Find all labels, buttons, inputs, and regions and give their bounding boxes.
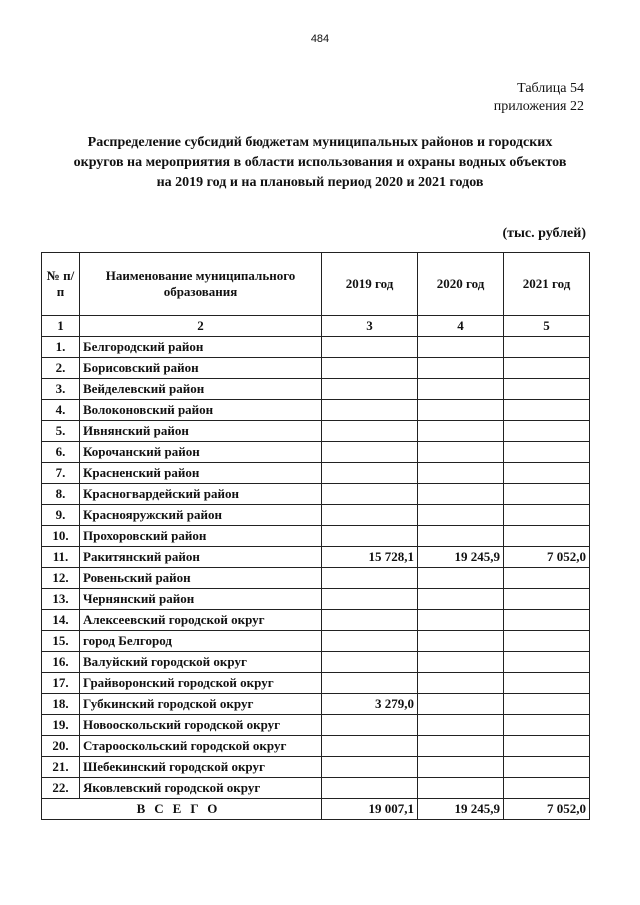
row-number: 11. [42,547,80,568]
value-2020 [418,694,504,715]
units-label: (тыс. рублей) [502,226,586,241]
document-title: Распределение субсидий бюджетам муниципальных районов и городских округов на мероприятия в области использования и охраны водных объектов на 2019 год и на плановый период 2020 и 2021 годов [73,135,567,190]
table-header-row [42,253,590,316]
value-2020 [418,736,504,757]
value-2019 [322,736,418,757]
municipality-name: Вейделевский район [80,379,322,400]
value-2019 [322,715,418,736]
value-2021 [504,610,590,631]
municipality-name: Яковлевский городской округ [80,778,322,799]
row-number: 20. [42,736,80,757]
column-number-row [42,316,590,337]
value-2020 [418,463,504,484]
row-number: 9. [42,505,80,526]
value-2021 [504,442,590,463]
column-number: 4 [418,316,504,337]
row-number: 1. [42,337,80,358]
header-name: Наименование муниципального образования [80,253,322,316]
value-2019 [322,358,418,379]
row-number: 7. [42,463,80,484]
value-2019 [322,652,418,673]
value-2020 [418,715,504,736]
table-row [42,652,590,673]
value-2021 [504,694,590,715]
value-2021 [504,379,590,400]
municipality-name: Губкинский городской округ [80,694,322,715]
value-2020 [418,400,504,421]
value-2020 [418,484,504,505]
row-number: 12. [42,568,80,589]
table-row [42,505,590,526]
municipality-name: Алексеевский городской округ [80,610,322,631]
value-2019 [322,379,418,400]
municipality-name: Белгородский район [80,337,322,358]
row-number: 19. [42,715,80,736]
value-2021 [504,421,590,442]
municipality-name: Шебекинский городской округ [80,757,322,778]
value-2020 [418,442,504,463]
municipality-name: Прохоровский район [80,526,322,547]
value-2021 [504,715,590,736]
table-row [42,337,590,358]
table-row [42,694,590,715]
row-number: 4. [42,400,80,421]
value-2019 [322,400,418,421]
table-row [42,715,590,736]
municipality-name: город Белгород [80,631,322,652]
value-2020 [418,589,504,610]
table-row [42,463,590,484]
table-row [42,400,590,421]
table-row [42,379,590,400]
value-2021 [504,463,590,484]
value-2020 [418,337,504,358]
value-2021 [504,505,590,526]
value-2019 [322,631,418,652]
table-row [42,442,590,463]
header-2019: 2019 год [322,253,418,316]
row-number: 15. [42,631,80,652]
value-2020: 19 245,9 [418,547,504,568]
municipality-name: Корочанский район [80,442,322,463]
table-row [42,526,590,547]
table-ref-line2: приложения 22 [493,99,584,114]
header-number: № п/п [42,253,80,316]
table-ref-line1: Таблица 54 [517,81,584,96]
table-reference [494,80,584,116]
municipality-name: Чернянский район [80,589,322,610]
value-2020 [418,526,504,547]
value-2019 [322,526,418,547]
value-2021 [504,484,590,505]
municipality-name: Волоконовский район [80,400,322,421]
value-2021 [504,526,590,547]
table-row [42,589,590,610]
value-2020 [418,505,504,526]
column-number: 5 [504,316,590,337]
total-2021: 7 052,0 [504,799,590,820]
value-2021 [504,736,590,757]
value-2021: 7 052,0 [504,547,590,568]
row-number: 17. [42,673,80,694]
value-2021 [504,778,590,799]
value-2020 [418,379,504,400]
total-2019: 19 007,1 [322,799,418,820]
table-row [42,610,590,631]
value-2021 [504,400,590,421]
table-row [42,736,590,757]
subsidy-table [41,252,590,820]
municipality-name: Краснояружский район [80,505,322,526]
value-2019 [322,442,418,463]
value-2020 [418,610,504,631]
row-number: 18. [42,694,80,715]
total-label: ВСЕГО [42,799,322,820]
value-2020 [418,568,504,589]
value-2019 [322,505,418,526]
column-number: 1 [42,316,80,337]
row-number: 6. [42,442,80,463]
page-number: 484 [310,33,330,45]
total-2020: 19 245,9 [418,799,504,820]
row-number: 10. [42,526,80,547]
table-row [42,421,590,442]
value-2019 [322,337,418,358]
value-2021 [504,673,590,694]
municipality-name: Ивнянский район [80,421,322,442]
row-number: 5. [42,421,80,442]
value-2021 [504,631,590,652]
municipality-name: Старооскольский городской округ [80,736,322,757]
value-2020 [418,652,504,673]
value-2021 [504,337,590,358]
table-row [42,757,590,778]
value-2020 [418,757,504,778]
row-number: 2. [42,358,80,379]
row-number: 21. [42,757,80,778]
municipality-name: Грайворонский городской округ [80,673,322,694]
value-2019 [322,484,418,505]
value-2020 [418,358,504,379]
value-2019 [322,463,418,484]
value-2019 [322,421,418,442]
value-2021 [504,589,590,610]
value-2021 [504,358,590,379]
row-number: 3. [42,379,80,400]
table-row [42,568,590,589]
value-2021 [504,568,590,589]
column-number: 3 [322,316,418,337]
value-2020 [418,421,504,442]
municipality-name: Ракитянский район [80,547,322,568]
value-2021 [504,757,590,778]
municipality-name: Ровеньский район [80,568,322,589]
municipality-name: Борисовский район [80,358,322,379]
header-2020: 2020 год [418,253,504,316]
table-row [42,547,590,568]
column-number: 2 [80,316,322,337]
value-2019: 15 728,1 [322,547,418,568]
value-2019 [322,778,418,799]
table-row [42,484,590,505]
value-2019 [322,673,418,694]
table-row [42,631,590,652]
value-2020 [418,631,504,652]
municipality-name: Валуйский городской округ [80,652,322,673]
value-2020 [418,778,504,799]
municipality-name: Красногвардейский район [80,484,322,505]
table-row [42,358,590,379]
row-number: 13. [42,589,80,610]
row-number: 14. [42,610,80,631]
value-2019 [322,568,418,589]
table-row [42,778,590,799]
municipality-name: Новооскольский городской округ [80,715,322,736]
total-row [42,799,590,820]
value-2019 [322,757,418,778]
table-row [42,673,590,694]
header-2021: 2021 год [504,253,590,316]
value-2019 [322,610,418,631]
row-number: 8. [42,484,80,505]
value-2021 [504,652,590,673]
value-2019 [322,589,418,610]
value-2020 [418,673,504,694]
row-number: 22. [42,778,80,799]
row-number: 16. [42,652,80,673]
value-2019: 3 279,0 [322,694,418,715]
municipality-name: Красненский район [80,463,322,484]
